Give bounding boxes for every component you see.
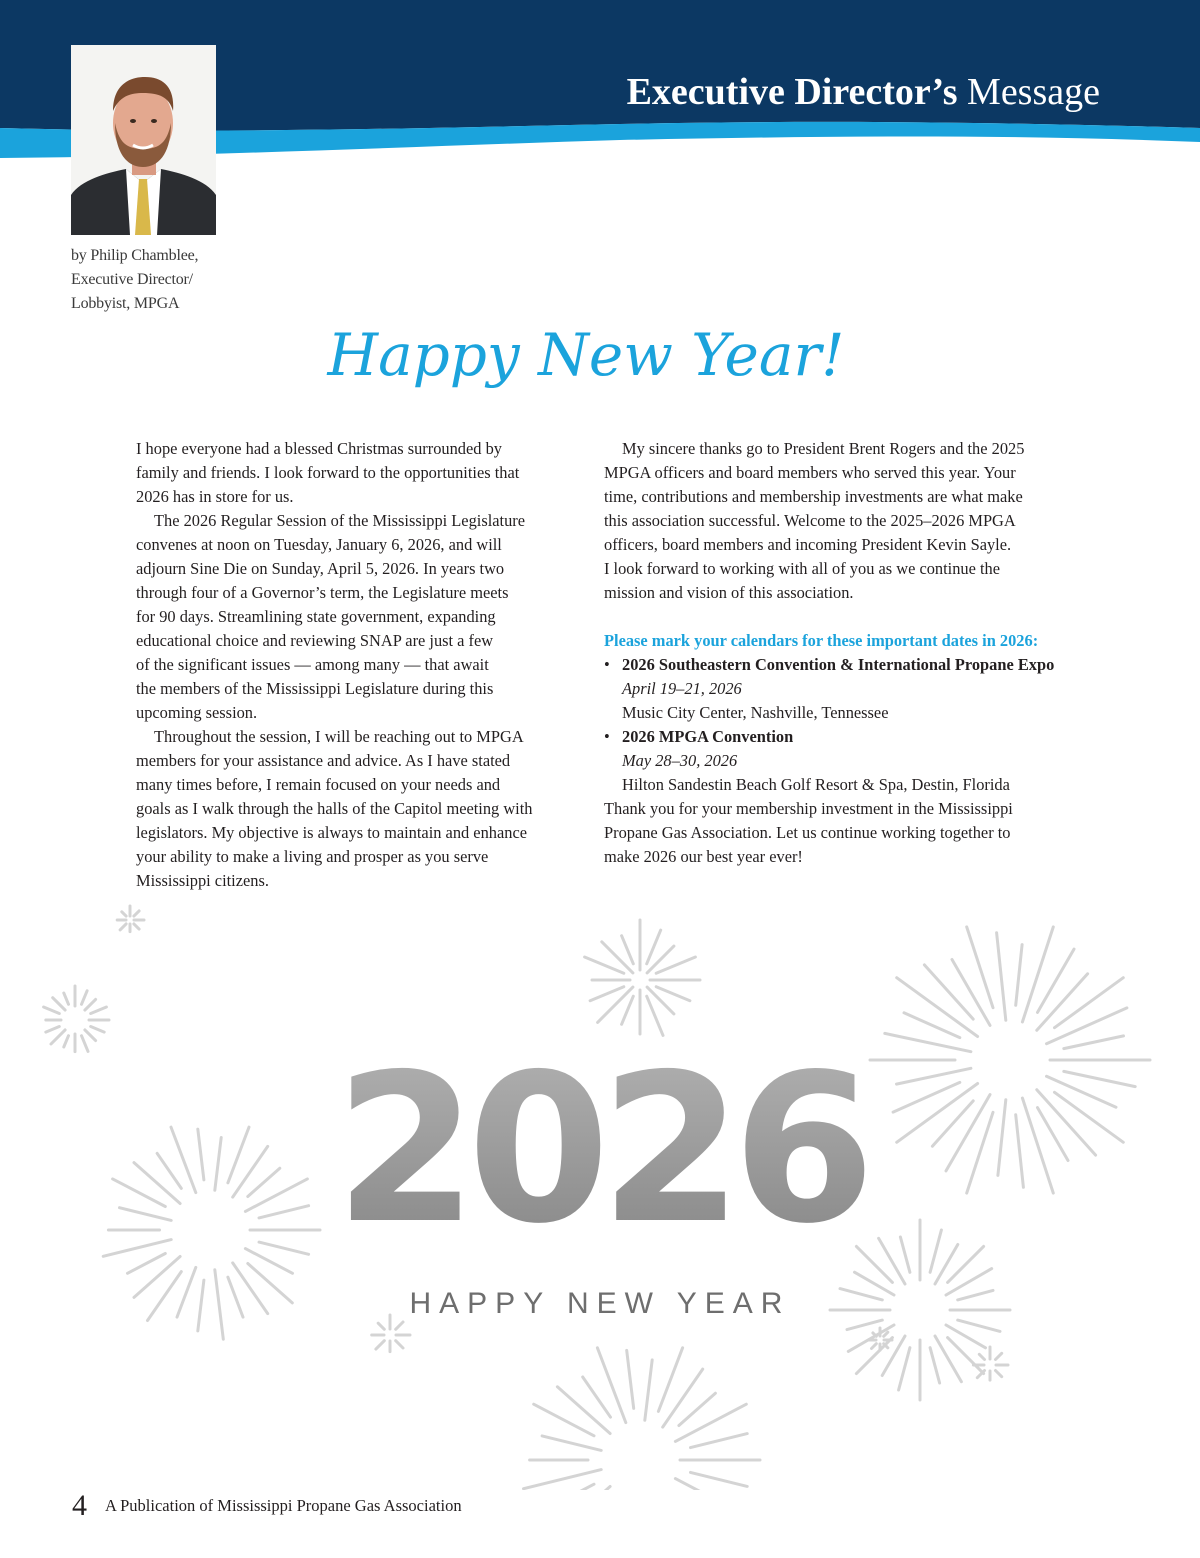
text-line: MPGA officers and board members who served this year. Your <box>604 463 1016 482</box>
firework-ray <box>598 987 633 1022</box>
firework-ray <box>122 912 126 916</box>
firework-ray <box>622 936 634 964</box>
firework-ray <box>691 1472 748 1486</box>
firework-ray <box>1022 927 1053 1022</box>
firework-ray <box>893 1082 960 1112</box>
firework-ray <box>1055 1092 1124 1142</box>
firework-ray <box>935 1245 958 1285</box>
text-line: officers, board members and incoming President Kevin Sayle. <box>604 535 1012 554</box>
firework-ray <box>663 1369 703 1427</box>
firework-ray <box>872 1344 877 1349</box>
firework-ray <box>932 1101 973 1146</box>
firework-ray <box>85 999 96 1010</box>
author-portrait <box>71 45 216 235</box>
text-line: The 2026 Regular Session of the Mississippi Legislature <box>154 511 526 530</box>
text-line: upcoming session. <box>136 703 258 722</box>
firework-ray <box>44 1007 60 1014</box>
text-line: family and friends. I look forward to the opportunities that <box>136 463 520 482</box>
firework-ray <box>622 996 634 1024</box>
byline-line: by Philip Chamblee, <box>71 247 199 264</box>
firework-ray <box>198 1129 204 1180</box>
firework-ray <box>958 1320 1000 1331</box>
firework-ray <box>997 933 1006 1021</box>
year-graphic: 2026 <box>334 1031 866 1269</box>
text-line: mission and vision of this association. <box>604 583 854 602</box>
firework-ray <box>1016 945 1022 1006</box>
firework-ray <box>1022 1098 1053 1193</box>
new-year-artwork <box>0 890 1200 1490</box>
firework-ray <box>157 1153 181 1188</box>
paragraph <box>136 725 576 893</box>
text-line: convenes at noon on Tuesday, January 6, 2026, and will <box>136 535 502 554</box>
firework-ray <box>128 1254 166 1274</box>
text-line: Mississippi citizens. <box>136 871 269 890</box>
firework-ray <box>51 1030 65 1044</box>
event-list <box>604 653 1084 797</box>
firework-ray <box>91 1027 105 1033</box>
text-line: educational choice and reviewing SNAP are just a few <box>136 631 494 650</box>
firework-ray <box>120 924 126 930</box>
firework-ray <box>900 1237 910 1272</box>
publication-credit: A Publication of Mississippi Propane Gas Association <box>105 1496 462 1515</box>
bullet-icon: • <box>604 727 610 746</box>
event-name: 2026 MPGA Convention <box>622 727 794 746</box>
text-line: My sincere thanks go to President Brent Rogers and the 2025 <box>622 439 1025 458</box>
firework-ray <box>91 1007 107 1014</box>
firework-ray <box>996 1371 1002 1377</box>
headline: Happy New Year! <box>327 321 845 389</box>
firework-ray <box>396 1322 403 1329</box>
firework-ray <box>1016 1115 1024 1188</box>
firework-ray <box>1064 1036 1124 1049</box>
calendar-callout: Please mark your calendars for these important dates in 2026: <box>604 631 1039 650</box>
bullet-icon: • <box>604 655 610 674</box>
text-line: the members of the Mississippi Legislature during this <box>136 679 494 698</box>
firework-ray <box>884 1332 888 1336</box>
firework-ray <box>557 1387 610 1434</box>
text-line: Throughout the session, I will be reaching out to MPGA <box>154 727 524 746</box>
right-column <box>604 437 1084 869</box>
firework-ray <box>215 1270 224 1340</box>
firework-ray <box>134 1257 180 1298</box>
firework-ray <box>924 965 973 1019</box>
event-venue: Hilton Sandestin Beach Golf Resort & Spa, Destin, Florida <box>622 775 1010 794</box>
text-line: this association successful. Welcome to the 2025–2026 MPGA <box>604 511 1016 530</box>
firework-ray <box>1064 1071 1135 1086</box>
firework-ray <box>396 1341 403 1348</box>
event-item <box>604 653 1084 725</box>
event-name: 2026 Southeastern Convention & International Propane Expo <box>622 655 1055 674</box>
firework-ray <box>602 942 633 973</box>
firework-ray <box>215 1138 221 1191</box>
firework-ray <box>85 1030 96 1041</box>
firework-ray <box>998 1100 1006 1176</box>
firework-ray <box>958 1290 993 1300</box>
firework-ray <box>259 1242 309 1254</box>
firework-ray <box>946 1269 992 1295</box>
text-line: of the significant issues — among many — that await <box>136 655 489 674</box>
firework-ray <box>248 1168 280 1196</box>
firework-ray <box>590 987 624 1001</box>
firework-ray <box>647 930 661 964</box>
firework-ray <box>996 1353 1002 1359</box>
firework-ray <box>53 998 65 1010</box>
firework-ray <box>198 1280 204 1331</box>
section-title <box>627 68 1100 116</box>
byline-line: Executive Director/ <box>71 271 193 288</box>
firework-ray <box>946 1325 986 1348</box>
firework-ray <box>228 1277 243 1317</box>
event-venue: Music City Center, Nashville, Tennessee <box>622 703 889 722</box>
firework-ray <box>551 1484 594 1490</box>
event-dates: May 28–30, 2026 <box>622 751 738 770</box>
firework-ray <box>930 1348 940 1383</box>
firework-ray <box>376 1341 384 1349</box>
firework-ray <box>82 1036 89 1052</box>
page-number: 4 <box>72 1489 87 1522</box>
byline-line: Lobbyist, MPGA <box>71 295 180 312</box>
text-line: members for your assistance and advice. As I have stated <box>136 751 511 770</box>
firework-ray <box>882 1336 905 1376</box>
firework-ray <box>134 924 139 929</box>
firework-ray <box>259 1206 309 1218</box>
paragraph <box>136 509 576 725</box>
event-item <box>604 725 1084 797</box>
paragraph <box>604 437 1084 605</box>
firework-ray <box>645 1360 652 1420</box>
firework-ray <box>930 1230 941 1272</box>
text-line: through four of a Governor’s term, the Legislature meets <box>136 583 509 602</box>
firework-ray <box>82 991 88 1005</box>
firework-ray <box>597 1348 625 1423</box>
firework-ray <box>967 927 993 1008</box>
firework-ray <box>1038 1108 1069 1161</box>
firework-ray <box>627 1350 634 1408</box>
firework-ray <box>879 1238 905 1284</box>
firework-ray <box>935 1336 961 1382</box>
section-title-light: Message <box>967 71 1100 113</box>
firework-ray <box>228 1127 249 1183</box>
text-line: 2026 has in store for us. <box>136 487 294 506</box>
text-line: I look forward to working with all of you as we continue the <box>604 559 1001 578</box>
text-line: time, contributions and membership investments are what make <box>604 487 1023 506</box>
text-line: I hope everyone had a blessed Christmas surrounded by <box>136 439 502 458</box>
firework-ray <box>534 1404 594 1436</box>
text-line: legislators. My objective is always to maintain and enhance <box>136 823 527 842</box>
firework-ray <box>899 1348 910 1390</box>
text-line: Thank you for your membership investment in the Mississippi <box>604 799 1013 818</box>
firework-ray <box>120 1208 172 1221</box>
firework-ray <box>691 1434 748 1448</box>
firework-ray <box>103 1240 171 1257</box>
firework-ray <box>656 987 690 1001</box>
closing-paragraph <box>604 797 1084 869</box>
text-line: Propane Gas Association. Let us continue working together to <box>604 823 1011 842</box>
author-byline <box>71 244 271 316</box>
firework-ray <box>979 1354 984 1359</box>
text-line: your ability to make a living and prosper as you serve <box>136 847 489 866</box>
happy-new-year-caption: HAPPY NEW YEAR <box>409 1287 791 1320</box>
firework-ray <box>542 1436 601 1451</box>
firework-ray <box>840 1289 882 1300</box>
firework-ray <box>134 1163 180 1204</box>
firework-ray <box>64 993 69 1004</box>
text-line: make 2026 our best year ever! <box>604 847 803 866</box>
left-column <box>136 437 576 893</box>
firework-ray <box>134 911 139 916</box>
firework-ray <box>847 1320 882 1330</box>
text-line: for 90 days. Streamlining state government, expanding <box>136 607 496 626</box>
page-footer <box>72 1486 462 1526</box>
text-line: many times before, I remain focused on your needs and <box>136 775 501 794</box>
event-dates: April 19–21, 2026 <box>622 679 742 698</box>
firework-ray <box>171 1127 196 1193</box>
firework-ray <box>967 1112 993 1193</box>
section-title-bold: Executive Director’s <box>626 71 958 113</box>
firework-ray <box>378 1323 384 1329</box>
firework-ray <box>64 1036 69 1047</box>
firework-ray <box>855 1272 895 1295</box>
text-line: goals as I walk through the halls of the Capitol meeting with <box>136 799 533 818</box>
text-line: adjourn Sine Die on Sunday, April 5, 2026. In years two <box>136 559 505 578</box>
firework-ray <box>245 1179 307 1212</box>
firework-ray <box>46 1027 60 1033</box>
firework-ray <box>1055 978 1124 1028</box>
paragraph <box>136 437 576 509</box>
